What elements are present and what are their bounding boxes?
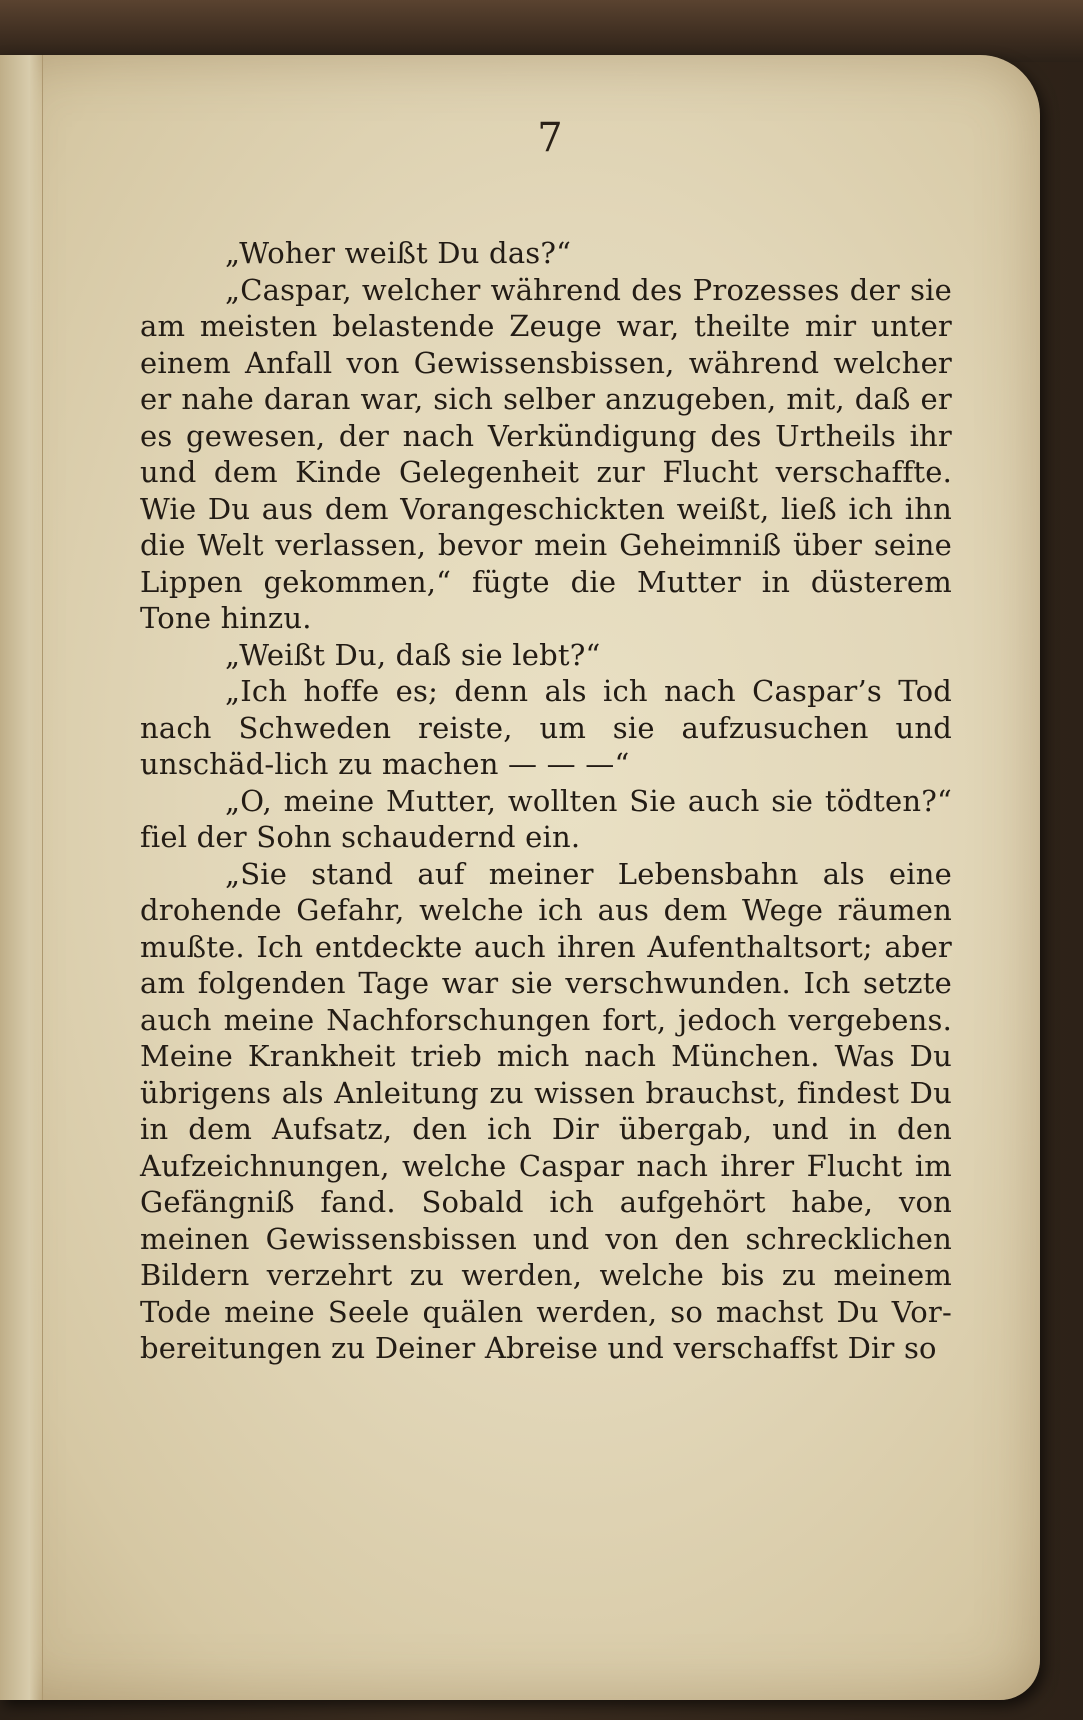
paragraph: „Sie stand auf meiner Lebensbahn als eine drohende Gefahr, welche ich aus dem Wege räumen mußte. Ich entdeckte auch ihren Aufenthaltsort; aber am folgenden Tage war sie verschwunden. Ich setzte auch meine Nachforschungen fort, jedoch vergebens. Meine Krankheit trieb mich nach München. Was Du übrigens als Anleitung zu wissen brauchst, findest Du in dem Aufsatz, den ich Dir übergab, und in den Aufzeichnungen, welche Caspar nach ihrer Flucht im Gefängniß fand. Sobald ich aufgehört habe, von meinen Gewissensbissen und von den schrecklichen Bildern verzehrt zu werden, welche bis zu meinem Tode meine Seele quälen werden, so machst Du Vor-bereitungen zu Deiner Abreise und verschaffst Dir so xyxy=(140,856,952,1365)
paragraph: „Woher weißt Du das?“ xyxy=(225,236,572,270)
book-binding-edge xyxy=(0,0,1083,62)
paragraph: „Weißt Du, daß sie lebt?“ xyxy=(225,637,601,672)
paragraph: „Ich hoffe es; denn als ich nach Caspar’s Tod nach Schweden reiste, um sie aufzusuchen und unschäd-lich zu machen — — —“ xyxy=(140,674,952,781)
page-gutter xyxy=(0,55,43,1700)
body-text xyxy=(140,235,952,1367)
paragraph: „O, meine Mutter, wollten Sie auch sie tödten?“ fiel der Sohn schaudernd ein. xyxy=(140,783,952,854)
paragraph: „Caspar, welcher während des Prozesses der sie am meisten belastende Zeuge war, theilte mir unter einem Anfall von Gewissensbissen, während welcher er nahe daran war, sich selber anzugeben, mit, daß er es gewesen, der nach Verkündigung des Urtheils ihr und dem Kinde Gelegenheit zur Flucht verschaffte. Wie Du aus dem Vorangeschickten weißt, ließ ich ihn die Welt verlassen, bevor mein Geheimniß über seine Lippen gekommen,“ fügte die Mutter in düsterem Tone hinzu. xyxy=(140,272,952,635)
page-number: 7 xyxy=(537,115,563,161)
